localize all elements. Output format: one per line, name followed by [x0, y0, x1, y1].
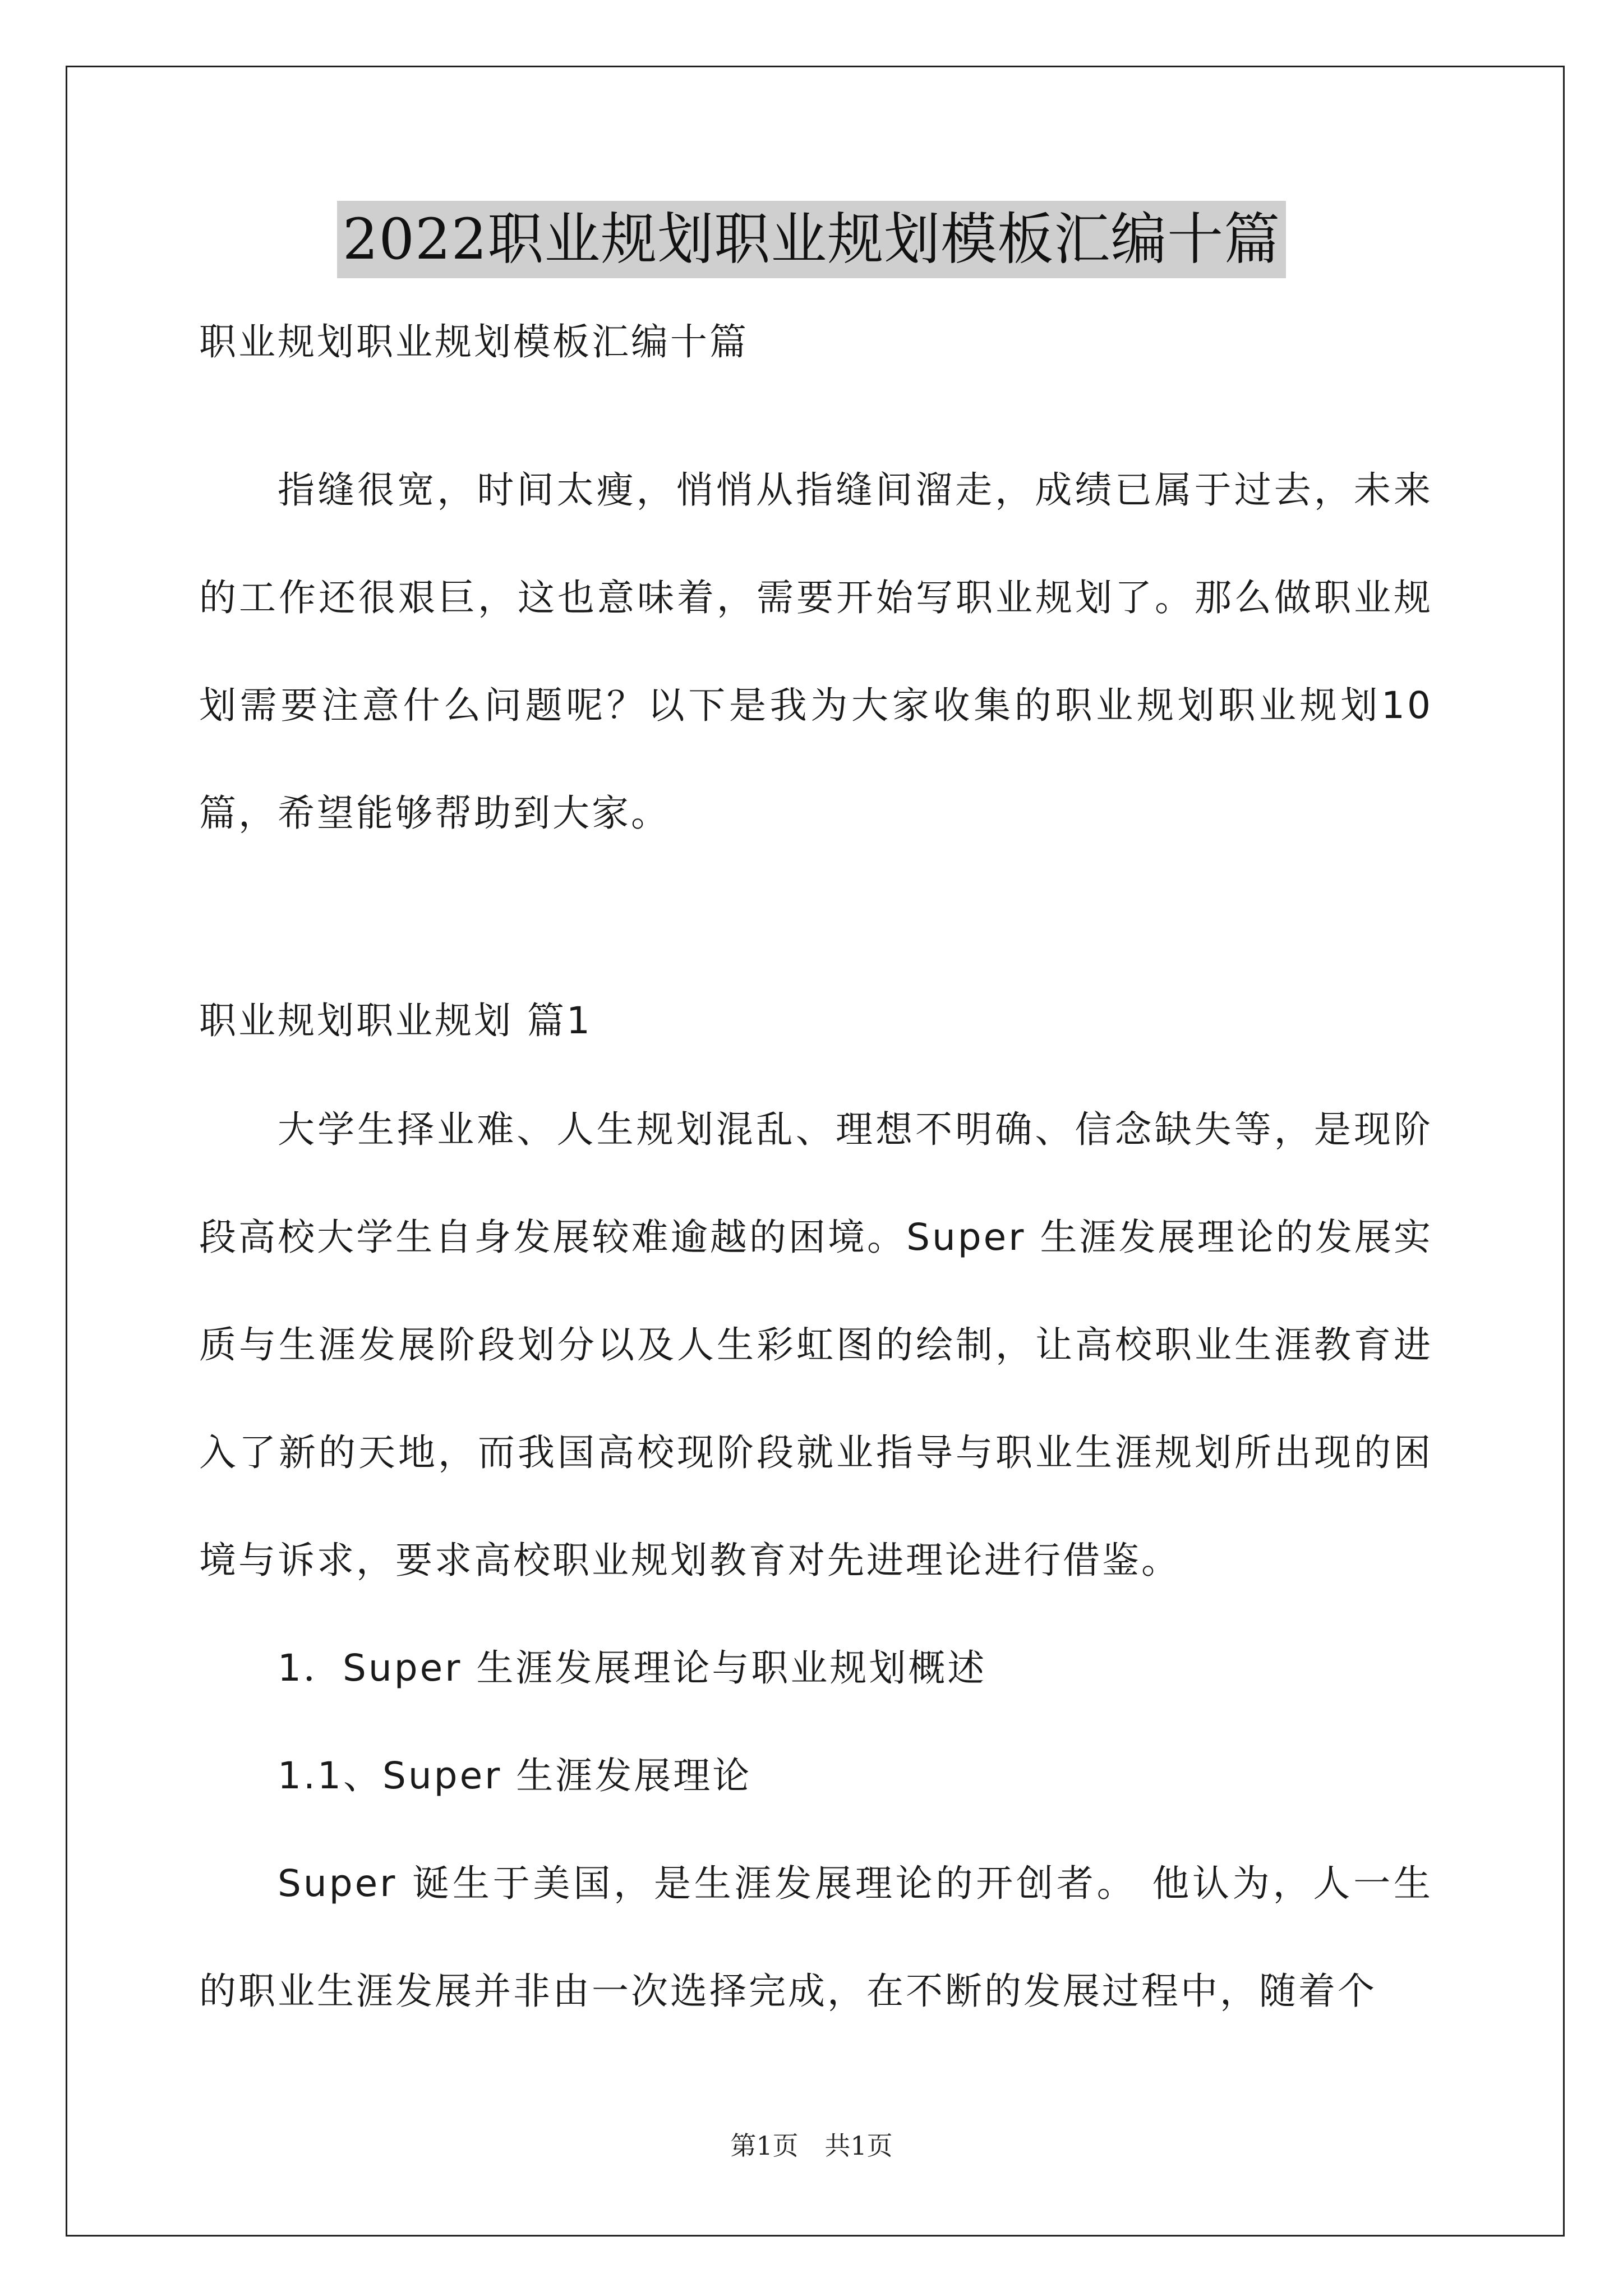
section-paragraph: Super 诞生于美国，是生涯发展理论的开创者。 他认为，人一生的职业生涯发展并非由一次选择完成，在不断的发展过程中，随着个 [199, 1862, 1433, 2013]
document-subtitle: 职业规划职业规划模板汇编十篇 [199, 320, 749, 364]
section-body [199, 1076, 1433, 2045]
section-heading: 职业规划职业规划 篇1 [199, 999, 592, 1042]
section-paragraph: 大学生择业难、人生规划混乱、理想不明确、信念缺失等，是现阶段高校大学生自身发展较难逾越的困境。Super 生涯发展理论的发展实质与生涯发展阶段划分以及人生彩虹图的绘制，让高校职业生涯教育进入了新的天地，而我国高校现阶段就业指导与职业生涯规划所出现的困境与诉求，要求高校职业规划教育对先进理论进行借鉴。 [199, 1108, 1433, 1582]
intro-paragraph: 指缝很宽，时间太瘦，悄悄从指缝间溜走，成绩已属于过去，未来的工作还很艰巨，这也意味着，需要开始写职业规划了。那么做职业规划需要注意什么问题呢？以下是我为大家收集的职业规划职业规划10篇，希望能够帮助到大家。 [199, 468, 1433, 835]
page-total: 共1页 [824, 2131, 893, 2161]
list-item: 1．Super 生涯发展理论与职业规划概述 [278, 1646, 987, 1690]
list-subitem: 1.1、Super 生涯发展理论 [278, 1754, 752, 1797]
title-container [0, 201, 1623, 278]
intro-section [199, 436, 1433, 867]
page-footer [0, 2129, 1623, 2162]
page-number: 第1页 [730, 2131, 799, 2161]
document-title: 2022职业规划职业规划模板汇编十篇 [337, 201, 1287, 278]
